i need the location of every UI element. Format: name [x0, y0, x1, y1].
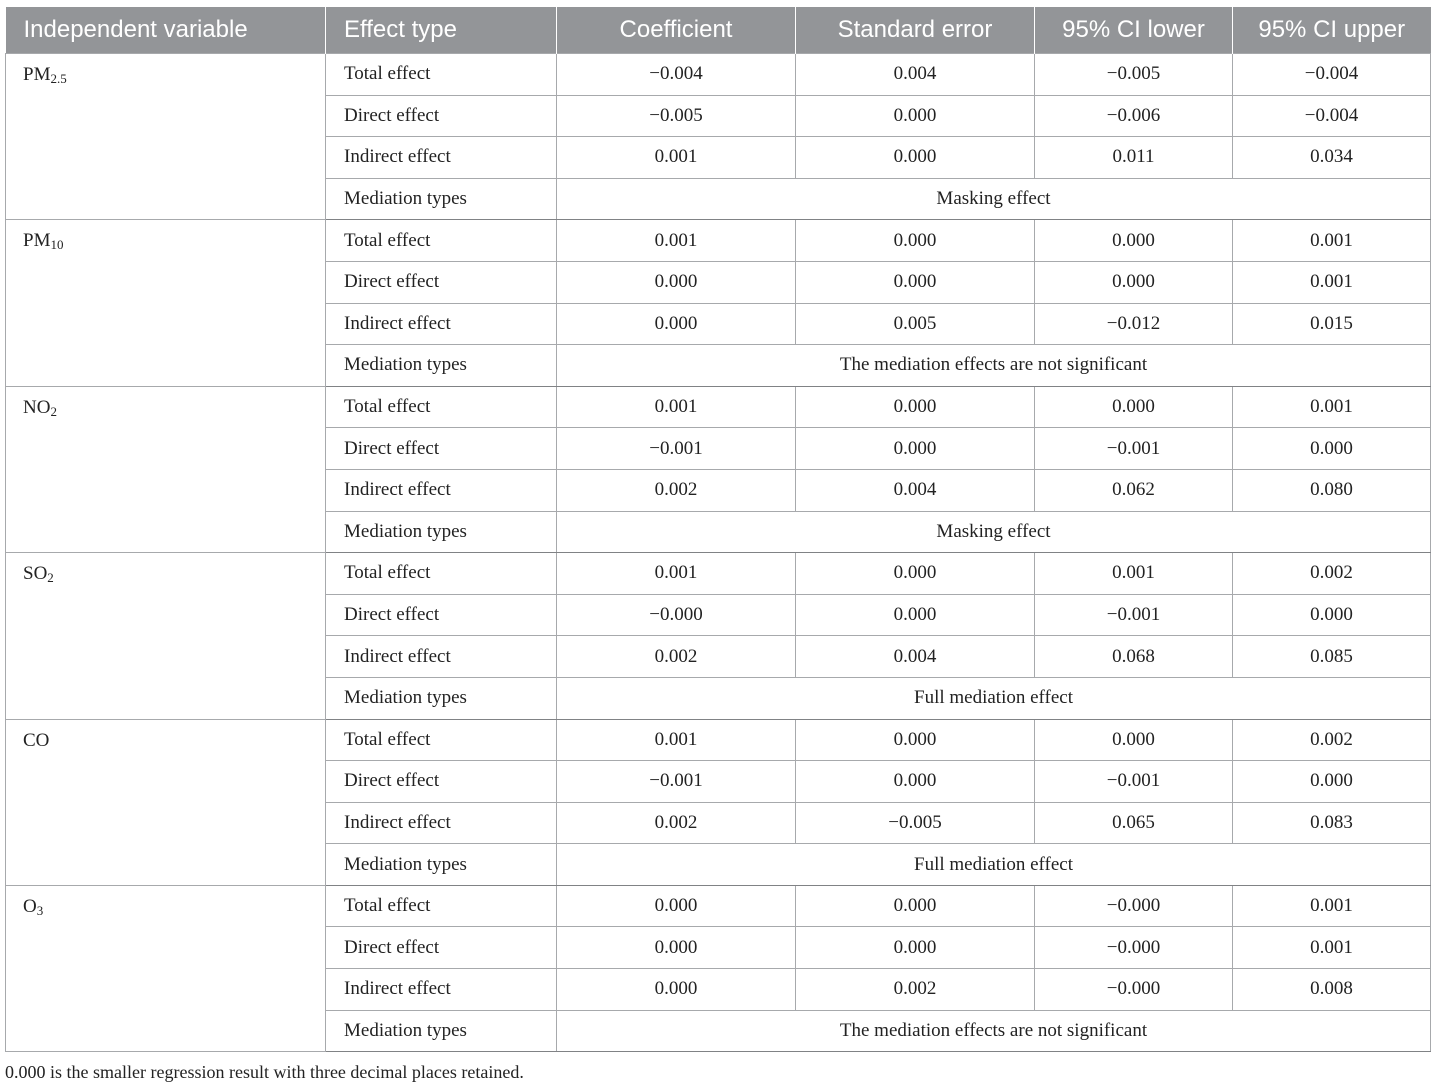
- standard-error-cell: 0.000: [796, 428, 1035, 470]
- independent-variable-cell: [6, 719, 326, 885]
- standard-error-cell: 0.000: [796, 261, 1035, 303]
- independent-variable-cell: [6, 386, 326, 552]
- ci-upper-cell: 0.002: [1233, 553, 1431, 595]
- ci-lower-cell: 0.001: [1035, 553, 1233, 595]
- table-row: [6, 553, 1431, 595]
- variable-name: PM: [23, 230, 51, 252]
- independent-variable-cell: [6, 54, 326, 220]
- effect-type-cell: Direct effect: [326, 927, 557, 969]
- standard-error-cell: 0.000: [796, 137, 1035, 179]
- standard-error-cell: 0.004: [796, 469, 1035, 511]
- ci-upper-cell: 0.001: [1233, 927, 1431, 969]
- table-row: [6, 54, 1431, 96]
- table-header: [6, 7, 1431, 54]
- ci-lower-cell: 0.000: [1035, 386, 1233, 428]
- coefficient-cell: 0.001: [557, 220, 796, 262]
- ci-lower-cell: −0.012: [1035, 303, 1233, 345]
- standard-error-cell: 0.000: [796, 885, 1035, 927]
- standard-error-cell: 0.004: [796, 636, 1035, 678]
- effect-type-cell: Direct effect: [326, 261, 557, 303]
- effect-type-cell: Indirect effect: [326, 469, 557, 511]
- variable-name: CO: [23, 729, 50, 751]
- ci-upper-cell: 0.034: [1233, 137, 1431, 179]
- coefficient-cell: 0.000: [557, 885, 796, 927]
- coefficient-cell: 0.002: [557, 636, 796, 678]
- effect-type-cell: Total effect: [326, 386, 557, 428]
- mediation-type-value: Masking effect: [557, 178, 1431, 220]
- effect-type-cell: Indirect effect: [326, 303, 557, 345]
- ci-lower-cell: 0.000: [1035, 261, 1233, 303]
- ci-lower-cell: 0.011: [1035, 137, 1233, 179]
- mediation-type-label: Mediation types: [326, 345, 557, 387]
- standard-error-cell: 0.004: [796, 54, 1035, 96]
- ci-upper-cell: 0.015: [1233, 303, 1431, 345]
- coefficient-cell: −0.004: [557, 54, 796, 96]
- ci-lower-cell: −0.000: [1035, 885, 1233, 927]
- ci-lower-cell: 0.000: [1035, 220, 1233, 262]
- ci-upper-cell: −0.004: [1233, 54, 1431, 96]
- ci-upper-cell: 0.001: [1233, 220, 1431, 262]
- header-independent-variable: Independent variable: [6, 7, 326, 54]
- mediation-type-label: Mediation types: [326, 178, 557, 220]
- ci-upper-cell: 0.000: [1233, 594, 1431, 636]
- variable-name: PM: [23, 64, 51, 85]
- effect-type-cell: Total effect: [326, 220, 557, 262]
- ci-upper-cell: 0.001: [1233, 261, 1431, 303]
- mediation-type-value: Masking effect: [557, 511, 1431, 553]
- coefficient-cell: 0.001: [557, 137, 796, 179]
- variable-name: NO: [23, 396, 51, 418]
- coefficient-cell: 0.002: [557, 469, 796, 511]
- effect-type-cell: Direct effect: [326, 95, 557, 137]
- mediation-type-label: Mediation types: [326, 844, 557, 886]
- variable-subscript: 2: [47, 570, 54, 586]
- header-row: [6, 7, 1431, 54]
- standard-error-cell: 0.000: [796, 386, 1035, 428]
- ci-lower-cell: −0.000: [1035, 969, 1233, 1011]
- ci-upper-cell: 0.000: [1233, 761, 1431, 803]
- header-coefficient: Coefficient: [557, 7, 796, 54]
- coefficient-cell: 0.000: [557, 261, 796, 303]
- variable-subscript: 3: [36, 902, 44, 918]
- ci-lower-cell: 0.068: [1035, 636, 1233, 678]
- header-ci-upper: 95% CI upper: [1233, 7, 1431, 54]
- mediation-type-value: The mediation effects are not significant: [557, 1010, 1431, 1052]
- ci-upper-cell: −0.004: [1233, 95, 1431, 137]
- mediation-type-value: Full mediation effect: [557, 844, 1431, 886]
- effect-type-cell: Indirect effect: [326, 137, 557, 179]
- ci-lower-cell: −0.005: [1035, 54, 1233, 96]
- standard-error-cell: 0.000: [796, 761, 1035, 803]
- mediation-type-label: Mediation types: [326, 1010, 557, 1052]
- effect-type-cell: Direct effect: [326, 594, 557, 636]
- mediation-type-label: Mediation types: [326, 511, 557, 553]
- table-row: [6, 220, 1431, 262]
- ci-upper-cell: 0.001: [1233, 885, 1431, 927]
- effect-type-cell: Total effect: [326, 719, 557, 761]
- table-footnote: 0.000 is the smaller regression result with three decimal places retained.: [5, 1062, 524, 1082]
- variable-subscript: 10: [50, 237, 64, 253]
- ci-upper-cell: 0.080: [1233, 469, 1431, 511]
- ci-lower-cell: −0.001: [1035, 428, 1233, 470]
- coefficient-cell: −0.001: [557, 761, 796, 803]
- ci-upper-cell: 0.083: [1233, 802, 1431, 844]
- table-row: [6, 719, 1431, 761]
- header-ci-lower: 95% CI lower: [1035, 7, 1233, 54]
- ci-upper-cell: 0.000: [1233, 428, 1431, 470]
- header-effect-type: Effect type: [326, 7, 557, 54]
- ci-lower-cell: −0.001: [1035, 761, 1233, 803]
- independent-variable-cell: [6, 553, 326, 719]
- effect-type-cell: Direct effect: [326, 761, 557, 803]
- coefficient-cell: 0.001: [557, 386, 796, 428]
- effect-type-cell: Direct effect: [326, 428, 557, 470]
- ci-lower-cell: −0.001: [1035, 594, 1233, 636]
- ci-lower-cell: −0.006: [1035, 95, 1233, 137]
- coefficient-cell: 0.000: [557, 303, 796, 345]
- table-body: [6, 54, 1431, 1052]
- ci-lower-cell: −0.000: [1035, 927, 1233, 969]
- coefficient-cell: −0.005: [557, 95, 796, 137]
- mediation-results-table: [5, 7, 1431, 1052]
- ci-lower-cell: 0.065: [1035, 802, 1233, 844]
- standard-error-cell: 0.002: [796, 969, 1035, 1011]
- effect-type-cell: Total effect: [326, 54, 557, 96]
- ci-upper-cell: 0.008: [1233, 969, 1431, 1011]
- mediation-type-label: Mediation types: [326, 677, 557, 719]
- coefficient-cell: −0.000: [557, 594, 796, 636]
- effect-type-cell: Total effect: [326, 885, 557, 927]
- standard-error-cell: 0.000: [796, 719, 1035, 761]
- table-row: [6, 885, 1431, 927]
- header-standard-error: Standard error: [796, 7, 1035, 54]
- ci-upper-cell: 0.001: [1233, 386, 1431, 428]
- ci-upper-cell: 0.085: [1233, 636, 1431, 678]
- variable-name: SO: [23, 563, 48, 585]
- coefficient-cell: 0.000: [557, 969, 796, 1011]
- coefficient-cell: −0.001: [557, 428, 796, 470]
- standard-error-cell: 0.005: [796, 303, 1035, 345]
- effect-type-cell: Indirect effect: [326, 636, 557, 678]
- effect-type-cell: Indirect effect: [326, 969, 557, 1011]
- effect-type-cell: Total effect: [326, 553, 557, 595]
- effect-type-cell: Indirect effect: [326, 802, 557, 844]
- independent-variable-cell: [6, 885, 326, 1051]
- coefficient-cell: 0.001: [557, 719, 796, 761]
- standard-error-cell: 0.000: [796, 594, 1035, 636]
- coefficient-cell: 0.000: [557, 927, 796, 969]
- mediation-type-value: Full mediation effect: [557, 677, 1431, 719]
- independent-variable-cell: [6, 220, 326, 386]
- coefficient-cell: 0.002: [557, 802, 796, 844]
- standard-error-cell: 0.000: [796, 927, 1035, 969]
- standard-error-cell: 0.000: [796, 95, 1035, 137]
- mediation-type-value: The mediation effects are not significant: [557, 345, 1431, 387]
- standard-error-cell: 0.000: [796, 553, 1035, 595]
- coefficient-cell: 0.001: [557, 553, 796, 595]
- variable-name: O: [23, 895, 37, 917]
- standard-error-cell: −0.005: [796, 802, 1035, 844]
- ci-lower-cell: 0.000: [1035, 719, 1233, 761]
- table-row: [6, 386, 1431, 428]
- standard-error-cell: 0.000: [796, 220, 1035, 262]
- variable-subscript: 2.5: [50, 71, 67, 86]
- ci-lower-cell: 0.062: [1035, 469, 1233, 511]
- variable-subscript: 2: [50, 403, 57, 419]
- ci-upper-cell: 0.002: [1233, 719, 1431, 761]
